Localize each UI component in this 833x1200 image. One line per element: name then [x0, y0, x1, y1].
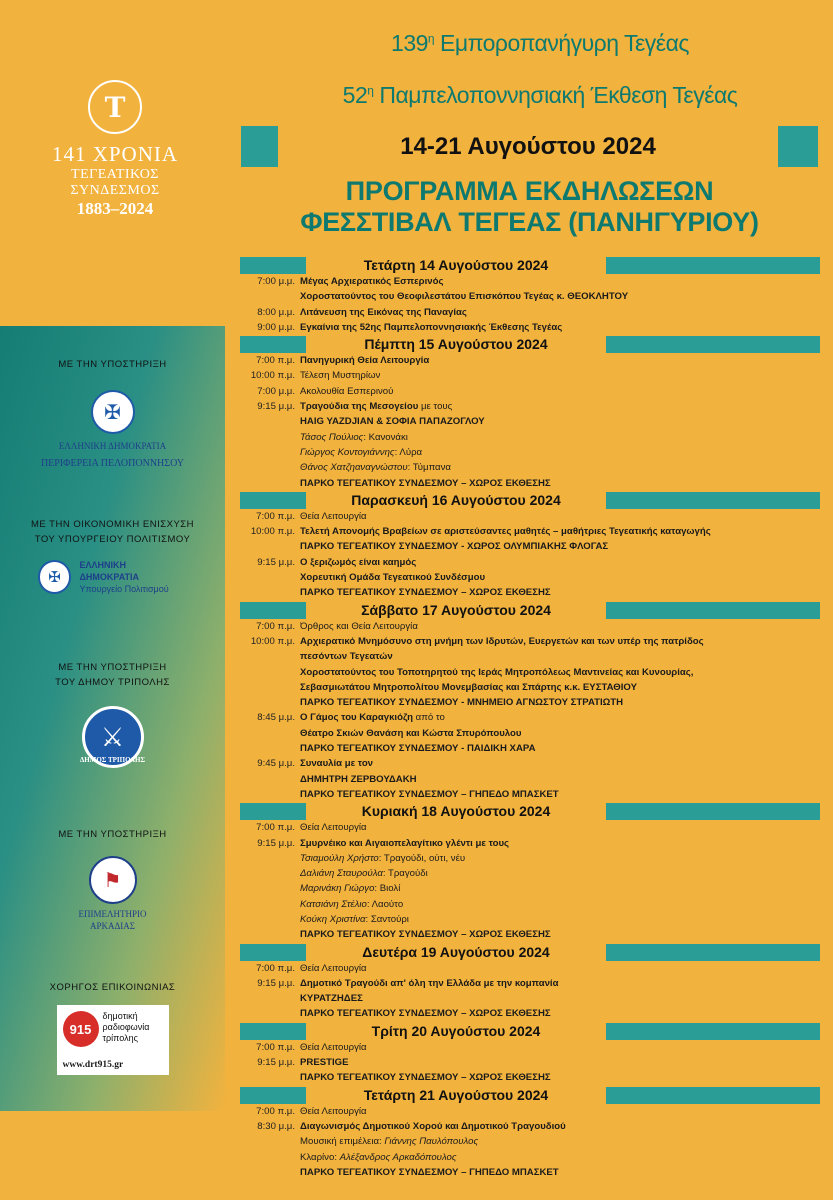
- event-text: [300, 289, 820, 304]
- event-time: [240, 1165, 300, 1180]
- day-header: [240, 803, 820, 820]
- event-row: [240, 927, 820, 942]
- event-text: [300, 756, 820, 771]
- event-text-part: Ο ξεριζωμός είναι καημός: [300, 556, 417, 568]
- day-title: Τρίτη 20 Αυγούστου 2024: [306, 1023, 606, 1040]
- sponsor-label: ΤΟΥ ΔΗΜΟΥ ΤΡΙΠΟΛΗΣ: [55, 677, 170, 688]
- event-text-part: Τσιαμούλη Χρήστο: [300, 852, 379, 864]
- event-text: [300, 741, 820, 756]
- event-row: [240, 756, 820, 771]
- program-title-line-1: ΠΡΟΓΡΑΜΜΑ ΕΚΔΗΛΩΣΕΩΝ: [345, 176, 714, 206]
- event-row: [240, 787, 820, 802]
- event-row: [240, 476, 820, 491]
- day-title: Σάββατο 17 Αυγούστου 2024: [306, 602, 606, 619]
- event-text: [300, 555, 820, 570]
- event-text-part: Θεία Λειτουργία: [300, 962, 367, 974]
- tripoli-badge-text: ΔΗΜΟΣ ΤΡΙΠΟΛΗΣ: [79, 756, 146, 764]
- day-title: Τετάρτη 14 Αυγούστου 2024: [306, 257, 606, 274]
- radio-915-logo: [57, 1005, 169, 1075]
- event-text: [300, 787, 820, 802]
- event-row: [240, 881, 820, 896]
- event-text: [300, 881, 820, 896]
- event-text: [300, 726, 820, 741]
- event-time: [240, 585, 300, 600]
- sponsor-peloponnese: [0, 357, 225, 470]
- event-time: 10:00 π.μ.: [250, 635, 295, 647]
- sponsor-label: ΤΟΥ ΥΠΟΥΡΓΕΙΟΥ ΠΟΛΙΤΙΣΜΟΥ: [34, 534, 191, 545]
- event-text: [300, 1150, 820, 1165]
- event-row: [240, 555, 820, 570]
- event-time: 8:30 μ.μ.: [257, 1120, 295, 1132]
- day-header: [240, 257, 820, 274]
- event-text: [300, 710, 820, 725]
- event-row: [240, 289, 820, 304]
- event-row: [240, 866, 820, 881]
- festival-title-2: $52^\eta$ Παμπελοποννησιακή Έκθεση Τεγέας: [342, 82, 738, 108]
- event-text: [300, 991, 820, 1006]
- sponsor-caption: ΕΛΛΗΝΙΚΗ ΔΗΜΟΚΡΑΤΙΑ: [58, 441, 167, 451]
- program-title-line-2: ΦΕΣΣΤΙΒΑΛ ΤΕΓΕΑΣ (ΠΑΝΗΓΥΡΙΟΥ): [300, 207, 759, 237]
- event-schedule: [240, 256, 820, 1180]
- event-text: [300, 634, 820, 649]
- event-text-part: Ακολουθία Εσπερινού: [300, 385, 394, 397]
- event-row: [240, 353, 820, 368]
- event-text: [300, 509, 820, 524]
- event-row: [240, 384, 820, 399]
- event-time: 9:00 μ.μ.: [257, 321, 295, 333]
- sponsor-tripoli-municipality: [0, 660, 225, 766]
- event-time: [240, 430, 300, 445]
- event-text-part: : Βιολί: [374, 883, 401, 895]
- sponsor-label: ΧΟΡΗΓΟΣ ΕΠΙΚΟΙΝΩΝΙΑΣ: [49, 982, 176, 993]
- event-text: [300, 353, 820, 368]
- sponsor-ministry-culture: [0, 517, 225, 595]
- event-time: 9:15 μ.μ.: [257, 1057, 295, 1069]
- event-text-part: Χορευτική Ομάδα Τεγεατικού Συνδέσμου: [300, 572, 486, 584]
- event-text-part: ΠΑΡΚΟ ΤΕΓΕΑΤΙΚΟΥ ΣΥΝΔΕΣΜΟΥ - ΠΑΙΔΙΚΗ ΧΑΡΑ: [300, 743, 536, 755]
- sponsor-caption: ΠΕΡΙΦΕΡΕΙΑ ΠΕΛΟΠΟΝΝΗΣΟΥ: [40, 458, 185, 469]
- event-text: [300, 1055, 820, 1070]
- event-time: 8:45 μ.μ.: [257, 712, 295, 724]
- event-text-part: Σμυρνέικο και Αιγαιοπελαγίτικο γλέντι με τους: [300, 837, 510, 849]
- festival-title-1: $139^\eta$ Εμποροπανήγυρη Τεγέας: [391, 30, 689, 56]
- radio-text-line: δημοτική: [102, 1011, 138, 1021]
- radio-915-icon: 915: [63, 1011, 99, 1047]
- sponsor-arcadia-chamber: [0, 827, 225, 932]
- event-text-part: Πανηγυρική Θεία Λειτουργία: [300, 355, 430, 367]
- event-row: [240, 710, 820, 725]
- event-text-part: Κούκη Χριστίνα: [300, 913, 366, 925]
- event-text: [300, 539, 820, 554]
- sponsor-label: ΜΕ ΤΗΝ ΟΙΚΟΝΟΜΙΚΗ ΕΝΙΣΧΥΣΗ: [30, 519, 195, 530]
- event-row: [240, 368, 820, 383]
- event-text: [300, 384, 820, 399]
- event-text-part: Θεία Λειτουργία: [300, 1105, 367, 1117]
- event-row: [240, 460, 820, 475]
- sponsor-label: ΜΕ ΤΗΝ ΥΠΟΣΤΗΡΙΞΗ: [58, 662, 167, 673]
- logo-dates: 1883–2024: [76, 199, 154, 218]
- event-text-part: : Λαούτο: [366, 898, 404, 910]
- event-row: [240, 399, 820, 414]
- event-text-part: Γιάννης Παυλόπουλος: [384, 1136, 479, 1148]
- event-text-part: : Τραγούδι: [382, 868, 428, 880]
- event-text-part: ΠΑΡΚΟ ΤΕΓΕΑΤΙΚΟΥ ΣΥΝΔΕΣΜΟΥ - ΜΝΗΜΕΙΟ ΑΓΝΩΣΤΟΥ ΣΤΡΑΤΙΩΤΗ: [300, 697, 624, 709]
- event-text-part: ΠΑΡΚΟ ΤΕΓΕΑΤΙΚΟΥ ΣΥΝΔΕΣΜΟΥ – ΧΩΡΟΣ ΕΚΘΕΣΗΣ: [300, 1072, 551, 1084]
- event-time: [240, 1150, 300, 1165]
- event-time: 9:15 μ.μ.: [257, 977, 295, 989]
- day-title: Δευτέρα 19 Αυγούστου 2024: [306, 944, 606, 961]
- event-time: [240, 289, 300, 304]
- event-text: [300, 320, 820, 335]
- event-text: [300, 399, 820, 414]
- event-time: 7:00 π.μ.: [256, 510, 295, 522]
- event-text-part: : Σαντούρι: [365, 913, 409, 925]
- event-text: [300, 274, 820, 289]
- event-text: [300, 836, 820, 851]
- logo-years: 141 ΧΡΟΝΙΑ: [51, 142, 179, 166]
- event-text-part: HAIG YAZDJIAN & ΣΟΦΙΑ ΠΑΠΑΖΟΓΛΟΥ: [300, 416, 485, 428]
- event-text: [300, 430, 820, 445]
- event-row: [240, 1040, 820, 1055]
- event-text-part: ΔΗΜΗΤΡΗ ΖΕΡΒΟΥΔΑΚΗ: [300, 773, 417, 785]
- event-time: 7:00 π.μ.: [256, 355, 295, 367]
- event-row: [240, 1006, 820, 1021]
- event-text: [300, 649, 820, 664]
- event-time: 7:00 π.μ.: [256, 1105, 295, 1117]
- event-text: [300, 619, 820, 634]
- event-time: [240, 570, 300, 585]
- event-time: 7:00 μ.μ.: [257, 276, 295, 287]
- event-time: [240, 726, 300, 741]
- event-row: [240, 695, 820, 710]
- event-text-part: Δαλιάνη Σταυρούλα: [300, 868, 383, 880]
- day-title: Πέμπτη 15 Αυγούστου 2024: [306, 336, 606, 353]
- event-text-part: : Κανονάκι: [363, 431, 408, 443]
- tegeatikos-logo: [40, 80, 190, 219]
- event-text: [300, 927, 820, 942]
- event-time: [240, 991, 300, 1006]
- event-time: 7:00 π.μ.: [256, 822, 295, 834]
- event-text-part: Θέατρο Σκιών Θανάση και Κώστα Σπυρόπουλου: [300, 727, 522, 739]
- event-time: [240, 649, 300, 664]
- event-text: [300, 912, 820, 927]
- sponsor-caption: ΑΡΚΑΔΙΑΣ: [89, 921, 136, 931]
- tripoli-municipality-logo: ⚔: [82, 706, 144, 768]
- event-text: [300, 851, 820, 866]
- event-text-part: με τους: [418, 401, 453, 413]
- event-text: [300, 1006, 820, 1021]
- event-text-part: PRESTIGE: [300, 1057, 349, 1069]
- sponsor-caption: Υπουργείο Πολιτισμού: [79, 584, 169, 594]
- event-text: [300, 772, 820, 787]
- radio-text-line: τρίπολης: [102, 1033, 138, 1043]
- event-row: [240, 897, 820, 912]
- event-text: [300, 570, 820, 585]
- event-row: [240, 445, 820, 460]
- event-time: 7:00 π.μ.: [256, 1041, 295, 1053]
- event-time: [240, 665, 300, 680]
- festival-dates: 14-21 Αυγούστου 2024: [278, 126, 778, 167]
- event-row: [240, 430, 820, 445]
- event-row: [240, 585, 820, 600]
- event-text-part: Θεία Λειτουργία: [300, 510, 367, 522]
- event-row: [240, 570, 820, 585]
- event-time: [240, 787, 300, 802]
- event-text: [300, 414, 820, 429]
- event-text-part: Συναυλία με τον: [300, 758, 374, 770]
- event-time: [240, 539, 300, 554]
- event-time: [240, 1070, 300, 1085]
- event-text-part: ΚΥΡΑΤΖΗΔΕΣ: [300, 993, 363, 1005]
- event-text-part: Τραγούδια της Μεσογείου: [300, 401, 419, 413]
- event-row: [240, 665, 820, 680]
- event-text-part: Αλέξανδρος Αρκαδόπουλος: [339, 1151, 457, 1163]
- event-text: [300, 1104, 820, 1119]
- event-text: [300, 1165, 820, 1180]
- event-text: [300, 976, 820, 991]
- event-time: 7:00 μ.μ.: [257, 385, 295, 397]
- event-time: [240, 851, 300, 866]
- event-time: 7:00 π.μ.: [256, 962, 295, 974]
- event-time: 9:15 μ.μ.: [257, 401, 295, 413]
- event-text: [300, 1070, 820, 1085]
- event-row: [240, 320, 820, 335]
- event-text-part: ΠΑΡΚΟ ΤΕΓΕΑΤΙΚΟΥ ΣΥΝΔΕΣΜΟΥ – ΧΩΡΟΣ ΕΚΘΕΣΗΣ: [300, 587, 551, 599]
- event-text-part: Λιτάνευση της Εικόνας της Παναγίας: [300, 306, 467, 318]
- sponsor-caption: ΕΠΙΜΕΛΗΤΗΡΙΟ: [78, 909, 147, 919]
- event-time: [240, 460, 300, 475]
- day-title: Παρασκευή 16 Αυγούστου 2024: [306, 492, 606, 509]
- event-row: [240, 1150, 820, 1165]
- event-row: [240, 772, 820, 787]
- event-row: [240, 539, 820, 554]
- event-text: [300, 368, 820, 383]
- sponsor-label: ΜΕ ΤΗΝ ΥΠΟΣΤΗΡΙΞΗ: [58, 359, 167, 370]
- event-text-part: Χοροστατούντος του Θεοφιλεστάτου Επισκόπου Τεγέας κ. ΘΕΟΚΛΗΤΟΥ: [300, 291, 629, 303]
- event-time: [240, 414, 300, 429]
- event-row: [240, 961, 820, 976]
- event-text-part: Διαγωνισμός Δημοτικού Χορού και Δημοτικού Τραγουδιού: [300, 1120, 566, 1132]
- event-row: [240, 524, 820, 539]
- event-time: [240, 1006, 300, 1021]
- day-title: Τετάρτη 21 Αυγούστου 2024: [306, 1087, 606, 1104]
- event-row: [240, 414, 820, 429]
- event-row: [240, 741, 820, 756]
- event-row: [240, 836, 820, 851]
- event-time: 9:45 μ.μ.: [257, 758, 295, 770]
- event-text: [300, 445, 820, 460]
- event-text-part: Τέλεση Μυστηρίων: [300, 370, 381, 382]
- event-row: [240, 634, 820, 649]
- event-text-part: Ο Γάμος του Καραγκιόζη: [300, 712, 413, 724]
- event-row: [240, 274, 820, 289]
- event-row: [240, 726, 820, 741]
- day-header: [240, 944, 820, 961]
- event-row: [240, 991, 820, 1006]
- logo-name: ΤΕΓΕΑΤΙΚΟΣ ΣΥΝΔΕΣΜΟΣ: [70, 167, 160, 198]
- event-text-part: Δημοτικό Τραγούδι απ' όλη την Ελλάδα με την κομπανία: [300, 977, 559, 989]
- event-time: 9:15 μ.μ.: [257, 837, 295, 849]
- radio-text-line: ραδιοφωνία: [102, 1022, 150, 1032]
- event-row: [240, 851, 820, 866]
- event-text-part: ΠΑΡΚΟ ΤΕΓΕΑΤΙΚΟΥ ΣΥΝΔΕΣΜΟΥ – ΓΗΠΕΔΟ ΜΠΑΣΚΕΤ: [300, 788, 559, 800]
- event-text: [300, 460, 820, 475]
- event-time: [240, 680, 300, 695]
- event-row: [240, 1134, 820, 1149]
- day-header: [240, 602, 820, 619]
- event-text-part: Χοροστατούντος του Τοποτηρητού της Ιεράς Μητροπόλεως Μαντινείας και Κυνουρίας,: [300, 666, 694, 678]
- event-text-part: ΠΑΡΚΟ ΤΕΓΕΑΤΙΚΟΥ ΣΥΝΔΕΣΜΟΥ – ΧΩΡΟΣ ΕΚΘΕΣΗΣ: [300, 477, 551, 489]
- event-text: [300, 820, 820, 835]
- greek-emblem-icon: ✠: [91, 390, 135, 434]
- event-text-part: ΠΑΡΚΟ ΤΕΓΕΑΤΙΚΟΥ ΣΥΝΔΕΣΜΟΥ - ΧΩΡΟΣ ΟΛΥΜΠΙΑΚΗΣ ΦΛΟΓΑΣ: [300, 541, 609, 553]
- radio-url: www.drt915.gr: [62, 1060, 124, 1070]
- tegea-emblem-icon: T: [88, 80, 142, 134]
- event-time: [240, 897, 300, 912]
- event-text: [300, 524, 820, 539]
- event-time: 10:00 π.μ.: [250, 370, 295, 382]
- event-text: [300, 665, 820, 680]
- event-text-part: Τελετή Απονομής Βραβείων σε αριστεύσαντες μαθητές – μαθήτριες Τεγεατικής καταγωγής: [300, 526, 711, 538]
- event-time: 8:00 μ.μ.: [257, 306, 295, 318]
- event-text-part: Εγκαίνια της 52ης Παμπελοποννησιακής Έκθεσης Τεγέας: [300, 321, 563, 333]
- day-header: [240, 492, 820, 509]
- event-time: [240, 912, 300, 927]
- event-row: [240, 1165, 820, 1180]
- day-header: [240, 1087, 820, 1104]
- event-time: [240, 881, 300, 896]
- event-text-part: Μέγας Αρχιερατικός Εσπερινός: [300, 276, 444, 287]
- day-header: [240, 336, 820, 353]
- event-time: [240, 866, 300, 881]
- event-text-part: ΠΑΡΚΟ ΤΕΓΕΑΤΙΚΟΥ ΣΥΝΔΕΣΜΟΥ – ΓΗΠΕΔΟ ΜΠΑΣΚΕΤ: [300, 1166, 559, 1178]
- event-row: [240, 619, 820, 634]
- event-text-part: : Τύμπανα: [407, 462, 451, 474]
- event-text-part: Αρχιερατικό Μνημόσυνο στη μνήμη των Ιδρυτών, Ευεργετών και των υπέρ της πατρίδος: [300, 635, 704, 647]
- event-row: [240, 976, 820, 991]
- event-text: [300, 680, 820, 695]
- event-text-part: Μουσική επιμέλεια:: [300, 1136, 385, 1148]
- event-text-part: Σεβασμιωτάτου Μητροπολίτου Μονεμβασίας και Σπάρτης κ.κ. ΕΥΣΤΑΘΙΟΥ: [300, 681, 637, 693]
- event-text: [300, 305, 820, 320]
- event-time: 10:00 π.μ.: [250, 526, 295, 538]
- event-time: 7:00 π.μ.: [256, 620, 295, 632]
- sponsor-communication: [0, 980, 225, 1075]
- event-row: [240, 1104, 820, 1119]
- event-time: [240, 772, 300, 787]
- event-time: 9:15 μ.μ.: [257, 556, 295, 568]
- event-text-part: Γιώργος Κοντογιάννης: [300, 446, 395, 458]
- event-text: [300, 1040, 820, 1055]
- day-title: Κυριακή 18 Αυγούστου 2024: [306, 803, 606, 820]
- event-text: [300, 695, 820, 710]
- event-row: [240, 509, 820, 524]
- event-text-part: Όρθρος και Θεία Λειτουργία: [300, 620, 418, 632]
- event-row: [240, 305, 820, 320]
- event-text-part: Θεία Λειτουργία: [300, 1041, 367, 1053]
- event-text-part: Θεία Λειτουργία: [300, 822, 367, 834]
- event-time: [240, 1134, 300, 1149]
- event-text: [300, 585, 820, 600]
- event-text-part: : Λύρα: [394, 446, 423, 458]
- event-time: [240, 927, 300, 942]
- event-text-part: πεσόντων Τεγεατών: [300, 651, 393, 663]
- event-time: [240, 476, 300, 491]
- event-text: [300, 866, 820, 881]
- event-time: [240, 695, 300, 710]
- event-row: [240, 1119, 820, 1134]
- event-row: [240, 1070, 820, 1085]
- program-title: [241, 176, 818, 238]
- greek-emblem-icon: ✠: [38, 560, 72, 594]
- event-row: [240, 820, 820, 835]
- event-text-part: : Τραγούδι, ούτι, νέυ: [378, 852, 466, 864]
- event-text-part: Κατσιάνη Στέλιο: [300, 898, 367, 910]
- event-text: [300, 1134, 820, 1149]
- sponsor-label: ΜΕ ΤΗΝ ΥΠΟΣΤΗΡΙΞΗ: [58, 829, 167, 840]
- event-text-part: Κλαρίνο:: [300, 1151, 340, 1163]
- event-text: [300, 897, 820, 912]
- event-text: [300, 476, 820, 491]
- event-row: [240, 1055, 820, 1070]
- event-text-part: Τάσος Πούλιος: [300, 431, 364, 443]
- event-row: [240, 680, 820, 695]
- sponsor-caption: ΕΛΛΗΝΙΚΗ ΔΗΜΟΚΡΑΤΙΑ: [79, 560, 140, 582]
- event-time: [240, 445, 300, 460]
- event-text-part: από το: [413, 712, 445, 724]
- event-row: [240, 649, 820, 664]
- arcadia-chamber-logo: ⚑: [89, 856, 137, 904]
- event-text-part: Θάνος Χατζηαναγνώστου: [300, 462, 408, 474]
- event-text-part: ΠΑΡΚΟ ΤΕΓΕΑΤΙΚΟΥ ΣΥΝΔΕΣΜΟΥ – ΧΩΡΟΣ ΕΚΘΕΣΗΣ: [300, 929, 551, 941]
- event-time: [240, 741, 300, 756]
- event-text-part: ΠΑΡΚΟ ΤΕΓΕΑΤΙΚΟΥ ΣΥΝΔΕΣΜΟΥ – ΧΩΡΟΣ ΕΚΘΕΣΗΣ: [300, 1008, 551, 1020]
- event-text-part: Μαρινάκη Γιώργο: [300, 883, 375, 895]
- event-text: [300, 1119, 820, 1134]
- day-header: [240, 1023, 820, 1040]
- event-row: [240, 912, 820, 927]
- event-text: [300, 961, 820, 976]
